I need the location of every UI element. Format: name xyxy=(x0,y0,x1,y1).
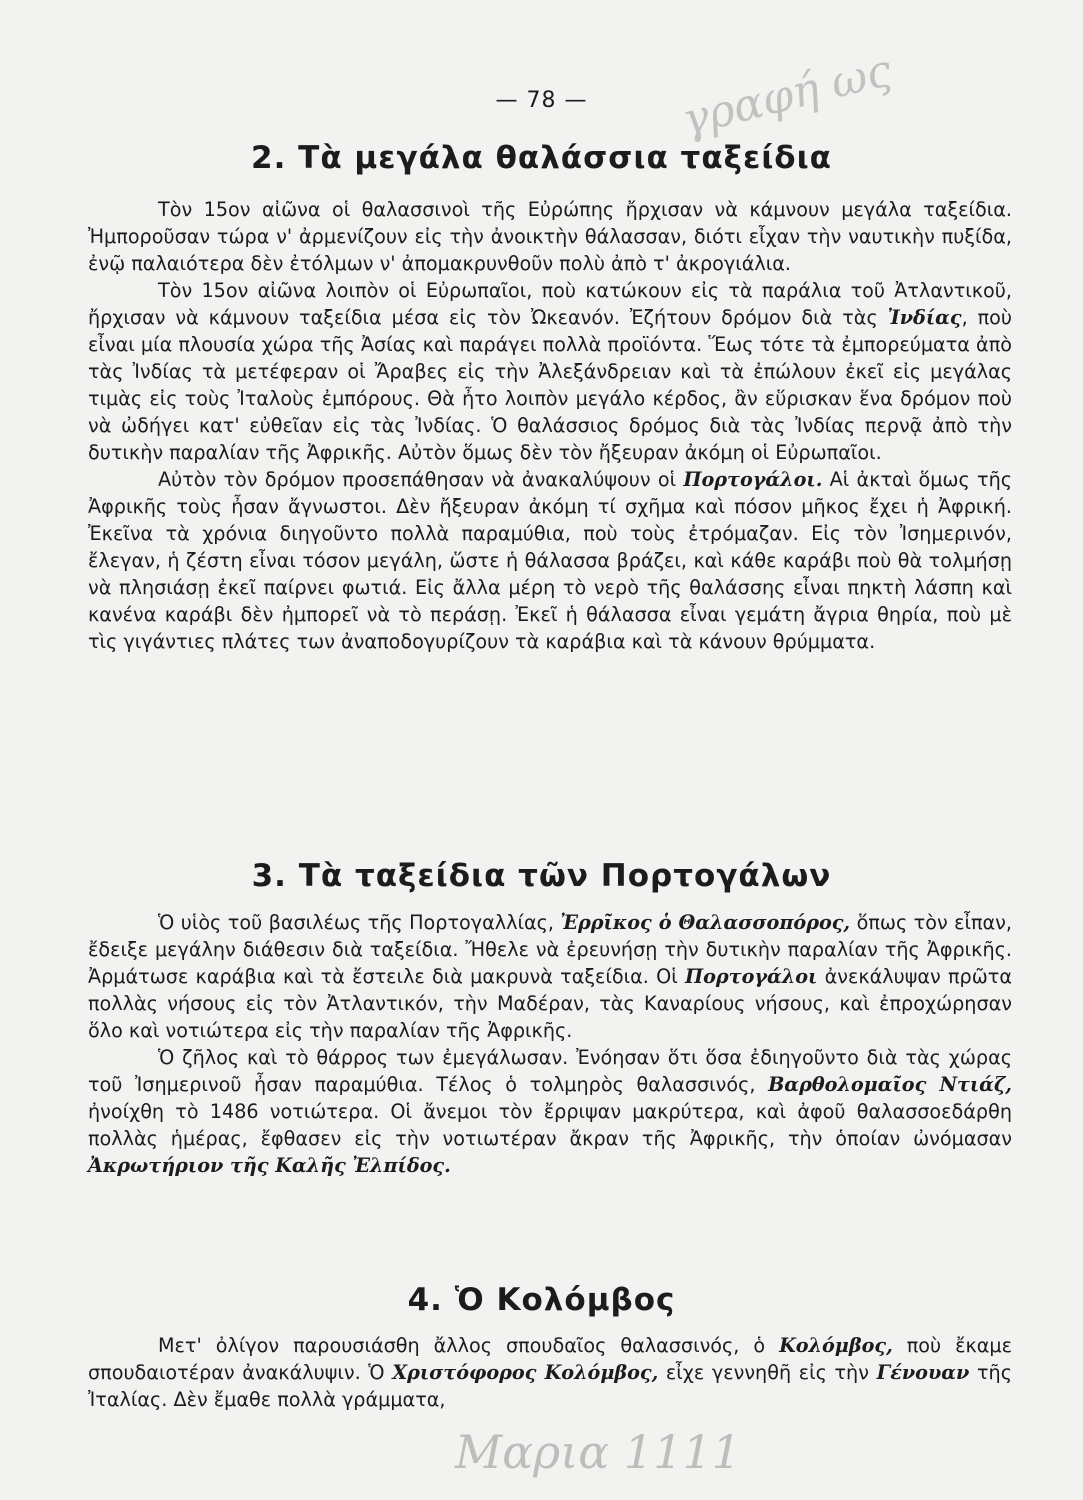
text-run: ἀνεκάλυψαν πρῶτα πολλὰς νήσους εἰς τὸν Ἀτλαντικόν, τὴν Μαδέραν, τὰς Καναρίους νήσους, καὶ ἐπροχώρησαν ὅλο καὶ νοτιώτερα εἰς τὴν παραλίαν τῆς Ἀφρικῆς. xyxy=(88,965,1012,1042)
emphasized-term: Ἐρρῖκος ὁ Θαλασσοπόρος, xyxy=(560,911,851,934)
emphasized-term: Ἀκρωτήριον τῆς Καλῆς Ἐλπίδος. xyxy=(88,1154,451,1177)
emphasized-term: Πορτογάλοι. xyxy=(683,468,823,491)
paragraph xyxy=(88,1332,1012,1413)
text-run: Μετ' ὀλίγον παρουσιάσθη ἄλλος σπουδαῖος θαλασσινός, ὁ xyxy=(158,1334,780,1357)
text-run: ἠνοίχθη τὸ 1486 νοτιώτερα. Οἱ ἄνεμοι τὸν ἔρριψαν μακρύτερα, καὶ ἀφοῦ θαλασσοεδάρθη πολλὰς ἡμέρας, ἔφθασεν εἰς τὴν νοτιωτέραν ἄκραν τῆς Ἀφρικῆς, τὴν ὁποίαν ὠνόμασαν xyxy=(88,1100,1012,1150)
handwritten-note-top: γραφή ως xyxy=(677,44,897,147)
section-body-2 xyxy=(88,196,1012,655)
text-run: Τὸν 15ον αἰῶνα λοιπὸν οἱ Εὐρωπαῖοι, ποὺ κατώκουν εἰς τὰ παράλια τοῦ Ἀτλαντικοῦ, ἤρχισαν νὰ κάμνουν ταξείδια μέσα εἰς τὸν Ὠκεανόν. Ἐζήτουν δρόμον διὰ τὰς xyxy=(88,279,1012,329)
text-run: ὅπως τὸν εἶπαν, ἔδειξε μεγάλην διάθεσιν διὰ ταξείδια. Ἤθελε νὰ ἐρευνήσῃ τὴν δυτικὴν παραλίαν τῆς Ἀφρικῆς. Ἀρμάτωσε καράβια καὶ τὰ ἔστειλε διὰ μακρυνὰ ταξείδια. Οἱ xyxy=(88,911,1012,988)
paragraph xyxy=(88,196,1012,277)
page-number: — 78 — xyxy=(495,88,588,113)
emphasized-term: Κολόμβος, xyxy=(779,1334,893,1357)
text-run: εἶχε γεννηθῆ εἰς τὴν xyxy=(658,1361,877,1384)
paragraph xyxy=(88,909,1012,1044)
section-body-3 xyxy=(88,909,1012,1179)
text-run: Αἱ ἀκταὶ ὅμως τῆς Ἀφρικῆς τοὺς ἦσαν ἄγνωστοι. Δὲν ἤξευραν ἀκόμη τί σχῆμα καὶ πόσον μῆκος ἔχει ἡ Ἀφρική. Ἐκεῖνα τὰ χρόνια διηγοῦντο πολλὰ παραμύθια, ποὺ τοὺς ἐτρόμαζαν. Εἰς τὸν Ἰσημερινόν, ἔλεγαν, ἡ ζέστη εἶναι τόσον μεγάλη, ὥστε ἡ θάλασσα βράζει, καὶ κάθε καράβι ποὺ θὰ τολμήσῃ νὰ πλησιάσῃ ἐκεῖ παίρνει φωτιά. Εἰς ἄλλα μέρη τὸ νερὸ τῆς θαλάσσης εἶναι πηκτὴ λάσπη καὶ κανένα καράβι δὲν ἠμπορεῖ νὰ τὸ περάσῃ. Ἐκεῖ ἡ θάλασσα εἶναι γεμάτη ἄγρια θηρία, ποὺ μὲ τὶς γιγάντιες πλάτες των ἀναποδογυρίζουν τὰ καράβια καὶ τὰ κάνουν θρύμματα. xyxy=(88,468,1012,653)
text-run: τῆς Ἰταλίας. Δὲν ἔμαθε πολλὰ γράμματα, xyxy=(88,1361,1012,1411)
text-run: ποὺ ἔκαμε σπουδαιοτέραν ἀνακάλυψιν. Ὁ xyxy=(88,1334,1013,1384)
paragraph xyxy=(88,1044,1012,1179)
section-body-4 xyxy=(88,1332,1012,1413)
paragraph xyxy=(88,466,1012,655)
section-heading-2: 2. Τὰ μεγάλα θαλάσσια ταξείδια xyxy=(251,140,832,176)
emphasized-term: Γένουαν xyxy=(876,1361,970,1384)
section-heading-3: 3. Τὰ ταξείδια τῶν Πορτογάλων xyxy=(251,858,832,894)
text-run: Ὁ υἱὸς τοῦ βασιλέως τῆς Πορτογαλλίας, xyxy=(158,911,561,934)
text-run: Ὁ ζῆλος καὶ τὸ θάρρος των ἐμεγάλωσαν. Ἐνόησαν ὅτι ὅσα ἐδιηγοῦντο διὰ τὰς χώρας τοῦ Ἰσημερινοῦ ἦσαν παραμύθια. Τέλος ὁ τολμηρὸς θαλασσινός, xyxy=(88,1046,1012,1096)
emphasized-term: Ἰνδίας xyxy=(887,306,962,329)
text-run: Αὐτὸν τὸν δρόμον προσεπάθησαν νὰ ἀνακαλύψουν οἱ xyxy=(158,468,684,491)
text-run: Τὸν 15ον αἰῶνα οἱ θαλασσινοὶ τῆς Εὐρώπης ἤρχισαν νὰ κάμνουν μεγάλα ταξείδια. Ἠμποροῦσαν τώρα ν' ἀρμενίζουν εἰς τὴν ἀνοικτὴν θάλασσαν, διότι εἶχαν τὴν ναυτικὴν πυξίδα, ἐνῷ παλαιότερα δὲν ἐτόλμων ν' ἀπομακρυνθοῦν πολὺ ἀπὸ τ' ἀκρογιάλια. xyxy=(88,198,1012,275)
paragraph xyxy=(88,277,1012,466)
emphasized-term: Χριστόφορος Κολόμβος, xyxy=(392,1361,659,1384)
text-run: , ποὺ εἶναι μία πλουσία χώρα τῆς Ἀσίας καὶ παράγει πολλὰ προϊόντα. Ἕως τότε τὰ ἐμπορεύματα ἀπὸ τὰς Ἰνδίας τὰ μετέφεραν οἱ Ἄραβες εἰς τὴν Ἀλεξάνδρειαν καὶ τὰ ἐπώλουν ἐκεῖ εἰς μεγάλας τιμὰς εἰς τοὺς Ἰταλοὺς ἐμπόρους. Θὰ ἦτο λοιπὸν μεγάλο κέρδος, ἂν εὕρισκαν ἕνα δρόμον ποὺ νὰ ὠδήγει κατ' εὐθεῖαν εἰς τὰς Ἰνδίας. Ὁ θαλάσσιος δρόμος διὰ τὰς Ἰνδίας περνᾷ ἀπὸ τὴν δυτικὴν παραλίαν τῆς Ἀφρικῆς. Αὐτὸν ὅμως δὲν τὸν ἤξευραν ἀκόμη οἱ Εὐρωπαῖοι. xyxy=(88,306,1012,464)
section-heading-4: 4. Ὁ Κολόμβος xyxy=(407,1282,676,1318)
emphasized-term: Πορτογάλοι xyxy=(684,965,818,988)
handwritten-note-bottom: Μαρια 1111 xyxy=(455,1425,741,1479)
emphasized-term: Βαρθολομαῖος Ντιάζ, xyxy=(768,1073,1012,1096)
